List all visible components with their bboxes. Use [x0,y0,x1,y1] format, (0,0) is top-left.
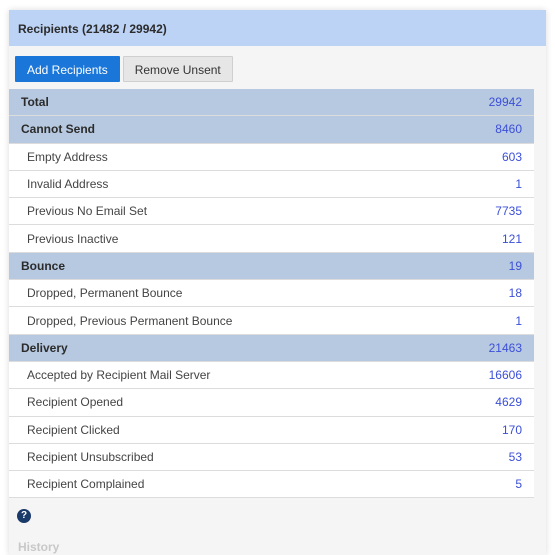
stat-value-link[interactable]: 29942 [488,95,522,110]
stat-label: Recipient Unsubscribed [27,450,154,464]
stats-item-row [9,144,534,171]
stats-item-row [9,280,534,307]
stat-label: Recipient Complained [27,477,145,492]
stats-item-row [9,444,534,471]
stat-value-link[interactable]: 170 [501,422,522,437]
stats-group-row [9,89,534,116]
stats-item-row [9,198,534,225]
panel-title: Recipients (21482 / 29942) [9,10,546,46]
stat-label: Delivery [21,340,68,355]
stat-value-link[interactable]: 16606 [488,368,522,383]
stat-value-link[interactable]: 18 [508,286,522,301]
stat-value-link[interactable]: 603 [501,149,522,164]
remove-unsent-button[interactable]: Remove Unsent [123,56,233,82]
history-section-title: History [18,540,60,554]
recipients-toolbar [15,56,233,82]
stat-label: Previous No Email Set [27,204,148,219]
stat-value-link[interactable]: 4629 [495,395,522,410]
stat-value-link[interactable]: 21463 [488,340,522,355]
help-icon[interactable]: ? [17,509,31,523]
recipient-stats-table [9,89,534,498]
stat-value-link[interactable]: 7735 [495,204,522,219]
stat-value-link[interactable]: 121 [501,231,522,246]
stat-value-link[interactable]: 8460 [495,122,522,137]
stat-value-link[interactable]: 1 [515,313,522,328]
stat-label: Recipient Clicked [27,422,120,437]
stats-item-row [9,417,534,444]
stat-value-link[interactable]: 5 [515,477,522,492]
stat-value-link[interactable]: 19 [508,258,522,273]
stats-group-row [9,253,534,280]
stat-value-link[interactable]: 1 [515,177,522,192]
stat-label: Dropped, Previous Permanent Bounce [27,313,233,328]
stat-label: Cannot Send [21,122,95,137]
stat-label: Invalid Address [27,177,109,192]
add-recipients-button[interactable]: Add Recipients [15,56,120,82]
stat-label: Recipient Opened [27,395,124,410]
stat-label: Previous Inactive [27,231,119,246]
stats-item-row [9,307,534,334]
stats-item-row [9,362,534,389]
stats-group-row [9,116,534,143]
stat-label: Dropped, Permanent Bounce [27,286,183,301]
stat-label: Bounce [21,258,66,273]
stats-item-row [9,171,534,198]
stats-item-row [9,471,534,498]
stat-label: Total [21,95,49,110]
stat-value-link[interactable]: 53 [508,450,522,464]
stats-group-row [9,335,534,362]
stats-item-row [9,225,534,252]
stat-label: Empty Address [27,149,108,164]
stat-label: Accepted by Recipient Mail Server [27,368,211,383]
stats-item-row [9,389,534,416]
